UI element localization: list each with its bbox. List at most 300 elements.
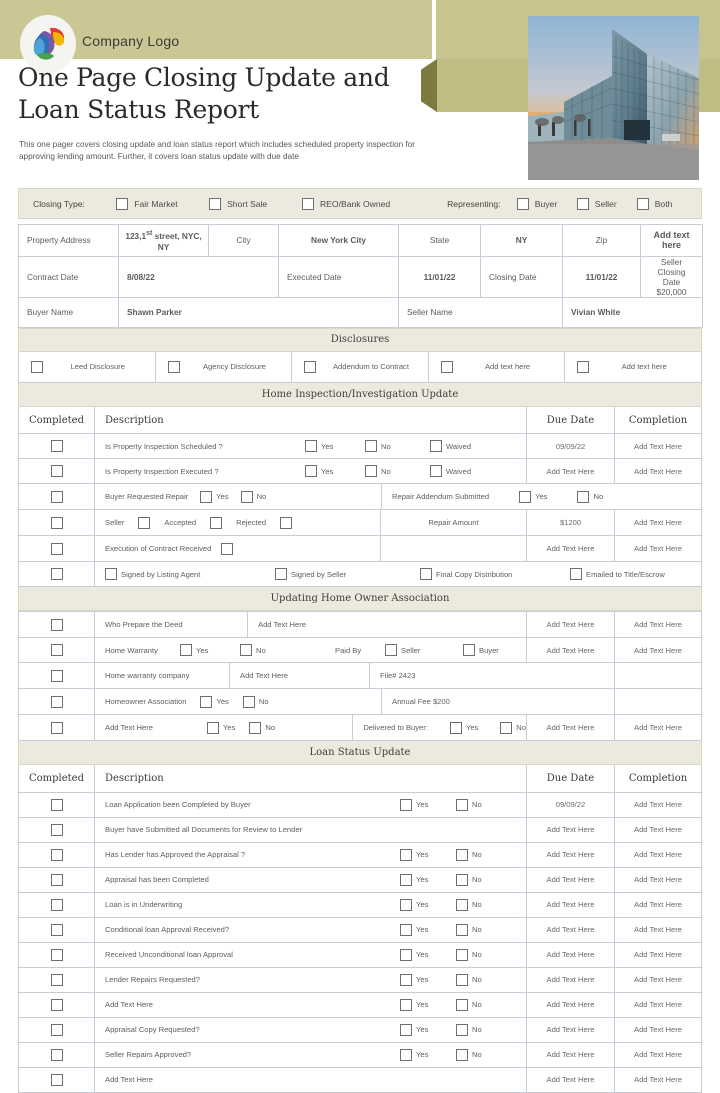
option-no[interactable] <box>456 874 516 886</box>
option-label: No <box>472 800 482 810</box>
row-completed-checkbox-cell[interactable] <box>19 434 95 459</box>
row-due-date[interactable]: Add Text Here <box>527 842 615 867</box>
table-row <box>19 434 702 459</box>
description-label[interactable]: Add Text Here <box>105 723 153 733</box>
checkbox-icon[interactable] <box>275 568 287 580</box>
table-row <box>19 967 702 992</box>
checkbox-icon[interactable] <box>51 543 63 555</box>
warranty-company-value[interactable]: Add Text Here <box>229 663 369 688</box>
checkbox-icon[interactable] <box>51 824 63 836</box>
company-flower-logo <box>26 22 70 66</box>
option-label: Yes <box>416 1050 429 1060</box>
option-yes[interactable] <box>180 644 240 656</box>
row-completed-checkbox-cell[interactable] <box>19 992 95 1017</box>
checkbox-icon[interactable] <box>180 644 192 656</box>
closing-type-option-short-sale[interactable] <box>209 198 302 210</box>
option-yes[interactable] <box>400 924 456 936</box>
row-completion[interactable]: Add Text Here <box>615 715 702 741</box>
row-due-date[interactable]: Add Text Here <box>527 992 615 1017</box>
checkbox-icon[interactable] <box>51 644 63 656</box>
checkbox-icon[interactable] <box>51 568 63 580</box>
description-label: Add Text Here <box>105 1075 153 1085</box>
checkbox-icon[interactable] <box>200 696 212 708</box>
checkbox-icon[interactable] <box>637 198 649 210</box>
option-label: Yes <box>416 925 429 935</box>
option-no[interactable] <box>456 799 516 811</box>
office-building-photo <box>528 16 699 180</box>
row-completion[interactable]: Add Text Here <box>615 638 702 663</box>
option-label: Yes <box>416 975 429 985</box>
disclosure-item-blank-1[interactable] <box>429 352 566 382</box>
row-completion[interactable]: Add Text Here <box>615 867 702 892</box>
option-yes[interactable] <box>207 722 235 734</box>
checkbox-icon[interactable] <box>400 799 412 811</box>
checkbox-icon[interactable] <box>241 491 253 503</box>
checkbox-icon[interactable] <box>200 491 212 503</box>
checkbox-icon[interactable] <box>456 924 468 936</box>
row-due-date[interactable]: Add Text Here <box>527 638 615 663</box>
checkbox-icon[interactable] <box>456 974 468 986</box>
column-description: Description <box>95 765 527 792</box>
row-completed-checkbox-cell[interactable] <box>19 484 95 510</box>
disclosure-item-addendum[interactable] <box>292 352 429 382</box>
option-yes[interactable] <box>450 722 478 734</box>
table-row <box>19 663 702 689</box>
option-signed-by-listing-agent[interactable] <box>105 568 275 580</box>
disclosure-item-leed[interactable] <box>19 352 156 382</box>
checkbox-icon[interactable] <box>456 899 468 911</box>
closing-type-option-fair-market[interactable] <box>116 198 209 210</box>
row-due-date[interactable]: Add Text Here <box>527 892 615 917</box>
option-no[interactable] <box>577 491 603 503</box>
option-label: No <box>472 975 482 985</box>
option-yes[interactable] <box>400 949 456 961</box>
representing-option-seller[interactable] <box>577 198 637 210</box>
checkbox-icon[interactable] <box>249 722 261 734</box>
checkbox-icon[interactable] <box>51 491 63 503</box>
checkbox-icon[interactable] <box>51 999 63 1011</box>
row-completion[interactable]: Add Text Here <box>615 942 702 967</box>
row-completed-checkbox-cell[interactable] <box>19 1042 95 1067</box>
option-label: Yes <box>416 850 429 860</box>
option-yes[interactable] <box>400 899 456 911</box>
checkbox-icon[interactable] <box>577 361 589 373</box>
option-label: No <box>472 925 482 935</box>
description-label: Is Property Inspection Scheduled ? <box>105 441 223 451</box>
option-yes[interactable] <box>200 491 228 503</box>
row-completed-checkbox-cell[interactable] <box>19 459 95 484</box>
description-label: Buyer have Submitted all Documents for Review to Lender <box>105 825 303 835</box>
section-header-loan-status: Loan Status Update <box>18 741 702 765</box>
city-label: City <box>209 225 279 257</box>
checkbox-icon[interactable] <box>221 543 233 555</box>
header-band-shadow <box>421 59 437 112</box>
row-due-date[interactable]: 09/09/22 <box>527 792 615 817</box>
description-label: Has Lender has Approved the Appraisal ? <box>105 850 246 860</box>
checkbox-icon[interactable] <box>577 198 589 210</box>
deed-preparer-value[interactable]: Add Text Here <box>247 612 526 637</box>
option-label: No <box>265 723 276 733</box>
row-completed-checkbox-cell[interactable] <box>19 817 95 842</box>
row-completed-checkbox-cell[interactable] <box>19 638 95 663</box>
row-completion[interactable]: Add Text Here <box>615 917 702 942</box>
checkbox-icon[interactable] <box>305 465 317 477</box>
column-completed: Completed <box>19 407 95 434</box>
option-label: No <box>472 950 482 960</box>
checkbox-icon[interactable] <box>280 517 292 529</box>
checkbox-icon[interactable] <box>570 568 582 580</box>
checkbox-icon[interactable] <box>456 949 468 961</box>
checkbox-icon[interactable] <box>51 465 63 477</box>
row-completion[interactable]: Add Text Here <box>615 892 702 917</box>
option-buyer[interactable] <box>463 644 499 656</box>
checkbox-icon[interactable] <box>51 949 63 961</box>
row-description <box>95 917 527 942</box>
table-row <box>19 1067 702 1092</box>
option-no[interactable] <box>456 1049 516 1061</box>
row-due-date[interactable]: Add Text Here <box>527 1017 615 1042</box>
option-no[interactable] <box>456 924 516 936</box>
option-label: No <box>472 850 482 860</box>
checkbox-icon[interactable] <box>577 491 589 503</box>
repair-addendum-label: Repair Addendum Submitted <box>392 492 490 502</box>
description-label: Is Property Inspection Executed ? <box>105 466 219 476</box>
checkbox-icon[interactable] <box>51 1049 63 1061</box>
checkbox-icon[interactable] <box>430 465 442 477</box>
option-label: No <box>472 875 482 885</box>
checkbox-icon[interactable] <box>517 198 529 210</box>
row-due-date[interactable]: Add Text Here <box>527 715 615 741</box>
row-due-date[interactable]: Add Text Here <box>527 867 615 892</box>
option-label: Yes <box>416 1000 429 1010</box>
description-label: Appraisal Copy Requested? <box>105 1025 200 1035</box>
row-completion[interactable]: Add Text Here <box>615 792 702 817</box>
row-completed-checkbox-cell[interactable] <box>19 1067 95 1092</box>
delivered-to-buyer-label: Delivered to Buyer: <box>363 723 428 733</box>
checkbox-icon[interactable] <box>31 361 43 373</box>
row-description <box>95 434 527 459</box>
checkbox-icon[interactable] <box>51 517 63 529</box>
option-yes[interactable] <box>519 491 547 503</box>
checkbox-icon[interactable] <box>51 899 63 911</box>
row-completed-checkbox-cell[interactable] <box>19 942 95 967</box>
option-yes[interactable] <box>400 1024 456 1036</box>
row-completion[interactable]: Add Text Here <box>615 1017 702 1042</box>
checkbox-icon[interactable] <box>51 924 63 936</box>
column-due-date: Due Date <box>527 407 615 434</box>
checkbox-icon[interactable] <box>441 361 453 373</box>
description-label: Execution of Contract Received <box>105 544 212 554</box>
option-yes[interactable] <box>305 465 365 477</box>
option-no[interactable] <box>500 722 526 734</box>
column-description: Description <box>95 407 527 434</box>
option-yes[interactable] <box>400 799 456 811</box>
row-completed-checkbox-cell[interactable] <box>19 562 95 587</box>
row-completed-checkbox-cell[interactable] <box>19 842 95 867</box>
row-due-date[interactable]: Add Text Here <box>527 1042 615 1067</box>
file-number-value[interactable]: File# 2423 <box>369 663 614 688</box>
option-label: Final Copy Distribution <box>436 569 513 579</box>
option-label: Short Sale <box>227 198 268 209</box>
option-no[interactable] <box>243 696 269 708</box>
option-no[interactable] <box>365 465 430 477</box>
representing-option-buyer[interactable] <box>517 198 577 210</box>
option-yes[interactable] <box>400 874 456 886</box>
option-label: Signed by Seller <box>291 569 347 579</box>
description-label: Appraisal has been Completed <box>105 875 209 885</box>
checkbox-icon[interactable] <box>302 198 314 210</box>
option-label: Buyer <box>534 198 558 209</box>
option-no[interactable] <box>365 440 430 452</box>
description-label: Conditional loan Approval Received? <box>105 925 230 935</box>
checkbox-icon[interactable] <box>51 1074 63 1086</box>
checkbox-icon[interactable] <box>400 1049 412 1061</box>
option-no[interactable] <box>456 1024 516 1036</box>
table-row <box>19 817 702 842</box>
row-description <box>95 792 527 817</box>
property-address-value[interactable]: 123,1st street, NYC, NY <box>119 225 209 257</box>
row-due-date[interactable]: Add Text Here <box>615 510 702 536</box>
checkbox-icon[interactable] <box>210 517 222 529</box>
option-yes[interactable] <box>400 849 456 861</box>
checkbox-icon[interactable] <box>519 491 531 503</box>
repair-amount-value[interactable]: $1200 <box>527 510 615 536</box>
row-due-date[interactable]: Add Text Here <box>527 536 615 562</box>
checkbox-icon[interactable] <box>116 198 128 210</box>
checkbox-icon[interactable] <box>51 849 63 861</box>
disclosures-row <box>18 352 702 383</box>
checkbox-icon[interactable] <box>51 696 63 708</box>
row-description <box>95 536 527 562</box>
checkbox-icon[interactable] <box>400 949 412 961</box>
property-address-label: Property Address <box>19 225 119 257</box>
checkbox-icon[interactable] <box>209 198 221 210</box>
disclosure-item-blank-2[interactable] <box>565 352 701 382</box>
row-description <box>95 967 527 992</box>
option-yes[interactable] <box>305 440 365 452</box>
option-label: REO/Bank Owned <box>319 198 391 209</box>
row-completed-checkbox-cell[interactable] <box>19 867 95 892</box>
option-label: Waived <box>446 441 472 451</box>
table-row <box>19 510 702 536</box>
checkbox-icon[interactable] <box>400 974 412 986</box>
description-label: Homeowner Association <box>105 697 187 707</box>
row-completed-checkbox-cell[interactable] <box>19 663 95 689</box>
row-completion[interactable]: Add Text Here <box>615 1067 702 1092</box>
contract-date-value[interactable]: 8/08/22 <box>119 256 279 297</box>
option-signed-by-seller[interactable] <box>275 568 420 580</box>
row-completion[interactable]: Add Text Here <box>615 842 702 867</box>
disclosure-label: Add text here <box>621 362 667 372</box>
option-final-copy-distribution[interactable] <box>420 568 570 580</box>
option-label: No <box>381 466 391 476</box>
checkbox-icon[interactable] <box>51 974 63 986</box>
row-completion <box>615 663 702 689</box>
table-row <box>19 484 702 510</box>
row-description <box>95 892 527 917</box>
option-no[interactable] <box>249 722 275 734</box>
checkbox-icon[interactable] <box>138 517 150 529</box>
checkbox-icon[interactable] <box>168 361 180 373</box>
row-due-date[interactable]: 09/09/22 <box>527 434 615 459</box>
option-waived[interactable] <box>430 465 471 477</box>
row-completed-checkbox-cell[interactable] <box>19 510 95 536</box>
option-no[interactable] <box>240 644 335 656</box>
row-due-date[interactable]: Add Text Here <box>527 917 615 942</box>
checkbox-icon[interactable] <box>463 644 475 656</box>
option-emailed-to-title-escrow[interactable] <box>570 568 665 580</box>
option-label: Yes <box>416 800 429 810</box>
checkbox-icon[interactable] <box>51 722 63 734</box>
description-label: Received Unconditional loan Approval <box>105 950 233 960</box>
checkbox-icon[interactable] <box>51 670 63 682</box>
option-no[interactable] <box>456 849 516 861</box>
row-due-date[interactable]: Add Text Here <box>527 942 615 967</box>
option-label: Yes <box>465 723 479 733</box>
checkbox-icon[interactable] <box>450 722 462 734</box>
row-description <box>95 562 702 587</box>
description-label: Lender Repairs Requested? <box>105 975 200 985</box>
disclosure-item-agency[interactable] <box>156 352 293 382</box>
checkbox-icon[interactable] <box>456 874 468 886</box>
representing-option-both[interactable] <box>637 198 687 210</box>
checkbox-icon[interactable] <box>243 696 255 708</box>
checkbox-icon[interactable] <box>51 874 63 886</box>
option-yes[interactable] <box>400 999 456 1011</box>
state-value[interactable]: NY <box>481 225 563 257</box>
row-completed-checkbox-cell[interactable] <box>19 792 95 817</box>
company-logo-label: Company Logo <box>82 33 180 49</box>
table-row <box>19 792 702 817</box>
option-yes[interactable] <box>200 696 228 708</box>
row-completed-checkbox-cell[interactable] <box>19 1017 95 1042</box>
checkbox-icon[interactable] <box>400 874 412 886</box>
row-completed-checkbox-cell[interactable] <box>19 689 95 715</box>
closing-date-value[interactable]: 11/01/22 <box>563 256 641 297</box>
option-no[interactable] <box>456 999 516 1011</box>
checkbox-icon[interactable] <box>430 440 442 452</box>
option-yes[interactable] <box>400 974 456 986</box>
checkbox-icon[interactable] <box>420 568 432 580</box>
option-label: Yes <box>196 645 209 655</box>
checkbox-icon[interactable] <box>456 999 468 1011</box>
column-completion: Completion <box>615 765 702 792</box>
option-yes[interactable] <box>400 1049 456 1061</box>
table-row <box>19 917 702 942</box>
row-description <box>95 510 527 536</box>
row-completion[interactable]: Add Text Here <box>615 967 702 992</box>
executed-date-value[interactable]: 11/01/22 <box>399 256 481 297</box>
row-completion[interactable]: Add Text Here <box>615 1042 702 1067</box>
option-label: Waived <box>446 466 472 476</box>
checkbox-icon[interactable] <box>400 1024 412 1036</box>
option-no[interactable] <box>241 491 267 503</box>
row-description <box>95 942 527 967</box>
row-due-date[interactable]: Add Text Here <box>527 817 615 842</box>
checkbox-icon[interactable] <box>240 644 252 656</box>
table-row <box>19 892 702 917</box>
checkbox-icon[interactable] <box>456 1024 468 1036</box>
row-completion <box>615 689 702 715</box>
checkbox-icon[interactable] <box>400 924 412 936</box>
property-info-table <box>18 224 703 328</box>
checkbox-icon[interactable] <box>207 722 219 734</box>
row-description <box>95 1067 527 1092</box>
table-row <box>19 867 702 892</box>
closing-date-label: Closing Date <box>481 256 563 297</box>
table-row <box>19 297 703 327</box>
city-value[interactable]: New York City <box>279 225 399 257</box>
checkbox-icon[interactable] <box>105 568 117 580</box>
option-no[interactable] <box>456 974 516 986</box>
row-completed-checkbox-cell[interactable] <box>19 892 95 917</box>
table-row <box>19 256 703 297</box>
option-waived[interactable] <box>430 440 471 452</box>
checkbox-icon[interactable] <box>400 899 412 911</box>
row-completed-checkbox-cell[interactable] <box>19 715 95 741</box>
checkbox-icon[interactable] <box>500 722 512 734</box>
option-seller[interactable] <box>385 644 463 656</box>
row-description <box>95 663 615 689</box>
disclosure-label: Add text here <box>484 362 531 372</box>
checkbox-icon[interactable] <box>365 440 377 452</box>
description-label: Seller Repairs Approved? <box>105 1050 192 1060</box>
checkbox-icon[interactable] <box>456 849 468 861</box>
zip-value[interactable]: Add text here <box>641 225 703 257</box>
row-completion[interactable]: Add Text Here <box>615 992 702 1017</box>
checkbox-icon[interactable] <box>400 849 412 861</box>
description-label: Home warranty company <box>105 671 190 681</box>
option-no[interactable] <box>456 949 516 961</box>
row-completed-checkbox-cell[interactable] <box>19 612 95 638</box>
table-row <box>19 1042 702 1067</box>
option-label: Buyer <box>479 645 499 655</box>
row-completion[interactable]: Add Text Here <box>615 459 702 484</box>
row-completed-checkbox-cell[interactable] <box>19 536 95 562</box>
row-due-date[interactable]: Add Text Here <box>527 967 615 992</box>
checkbox-icon[interactable] <box>51 1024 63 1036</box>
checkbox-icon[interactable] <box>456 1049 468 1061</box>
row-due-date[interactable]: Add Text Here <box>527 612 615 638</box>
row-completed-checkbox-cell[interactable] <box>19 967 95 992</box>
checkbox-icon[interactable] <box>51 619 63 631</box>
seller-name-value[interactable]: Vivian White <box>563 297 703 327</box>
row-due-date[interactable]: Add Text Here <box>527 459 615 484</box>
checkbox-icon[interactable] <box>304 361 316 373</box>
checkbox-icon[interactable] <box>305 440 317 452</box>
option-label: Yes <box>321 441 334 451</box>
row-completion[interactable]: Add Text Here <box>615 536 702 562</box>
checkbox-icon[interactable] <box>400 999 412 1011</box>
buyer-name-value[interactable]: Shawn Parker <box>119 297 399 327</box>
row-description <box>95 1042 527 1067</box>
row-completion[interactable]: Add Text Here <box>615 817 702 842</box>
table-row <box>19 225 703 257</box>
row-completion[interactable]: Add Text Here <box>615 612 702 638</box>
checkbox-icon[interactable] <box>51 440 63 452</box>
closing-type-option-reo-bank-owned[interactable] <box>302 198 447 210</box>
row-completion[interactable]: Add Text Here <box>615 434 702 459</box>
checkbox-icon[interactable] <box>385 644 397 656</box>
checkbox-icon[interactable] <box>456 799 468 811</box>
description-label: Home Warranty <box>105 645 158 655</box>
row-due-date[interactable]: Add Text Here <box>527 1067 615 1092</box>
checkbox-icon[interactable] <box>51 799 63 811</box>
checkbox-icon[interactable] <box>365 465 377 477</box>
row-completed-checkbox-cell[interactable] <box>19 917 95 942</box>
row-description <box>95 459 527 484</box>
option-no[interactable] <box>456 899 516 911</box>
